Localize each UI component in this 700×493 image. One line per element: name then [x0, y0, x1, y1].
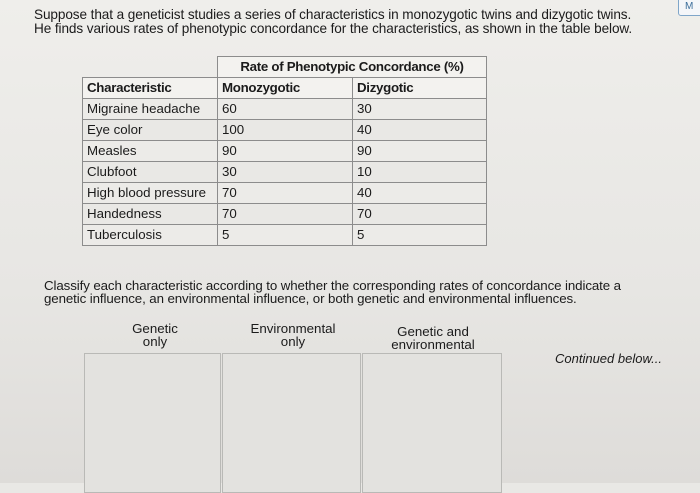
- table-row: [83, 183, 487, 204]
- column-header-dizygotic: Dizygotic: [353, 78, 487, 99]
- table-group-header: Rate of Phenotypic Concordance (%): [218, 57, 487, 78]
- bin-label-line-2: only: [142, 334, 168, 349]
- bin-label-line-2: only: [280, 334, 306, 349]
- cell-characteristic: Migraine headache: [83, 99, 218, 120]
- cell-monozygotic: 70: [218, 204, 353, 225]
- classify-line-1: Classify each characteristic according to whether the corresponding rates of concordance indicate a: [44, 278, 621, 293]
- question-line-2: He finds various rates of phenotypic concordance for the characteristics, as shown in the table below.: [34, 21, 633, 36]
- table-group-header-row: [83, 57, 487, 78]
- cell-dizygotic: 30: [353, 99, 487, 120]
- cell-dizygotic: 90: [353, 141, 487, 162]
- bin-label-genetic-only: [120, 322, 190, 348]
- bin-label-genetic-and-environmental: [383, 325, 483, 351]
- bin-label-environmental-only: [238, 322, 348, 348]
- cell-characteristic: Measles: [83, 141, 218, 162]
- table-empty-header-cell: [83, 57, 218, 78]
- cell-characteristic: Handedness: [83, 204, 218, 225]
- cell-characteristic: Clubfoot: [83, 162, 218, 183]
- question-line-1: Suppose that a geneticist studies a series of characteristics in monozygotic twins and dizygotic twins.: [34, 7, 632, 22]
- bin-label-line-1: Environmental: [250, 321, 336, 336]
- cell-characteristic: Tuberculosis: [83, 225, 218, 246]
- cell-monozygotic: 70: [218, 183, 353, 204]
- table-row: [83, 225, 487, 246]
- table-row: [83, 162, 487, 183]
- cell-monozygotic: 90: [218, 141, 353, 162]
- cell-dizygotic: 5: [353, 225, 487, 246]
- table-row: [83, 120, 487, 141]
- bin-label-line-1: Genetic: [132, 321, 178, 336]
- drop-zone-environmental-only[interactable]: [222, 353, 361, 493]
- drop-zone-genetic-and-environmental[interactable]: [362, 353, 502, 493]
- continued-note: Continued below...: [555, 351, 662, 366]
- classify-instructions: [44, 279, 664, 305]
- cell-characteristic: Eye color: [83, 120, 218, 141]
- cell-characteristic: High blood pressure: [83, 183, 218, 204]
- cell-dizygotic: 10: [353, 162, 487, 183]
- classify-line-2: genetic influence, an environmental influence, or both genetic and environmental influences.: [44, 291, 577, 306]
- concordance-table: [82, 56, 487, 246]
- cell-dizygotic: 40: [353, 120, 487, 141]
- question-text: [34, 8, 674, 36]
- column-header-monozygotic: Monozygotic: [218, 78, 353, 99]
- table-column-header-row: [83, 78, 487, 99]
- table-row: [83, 141, 487, 162]
- table-row: [83, 99, 487, 120]
- cell-monozygotic: 5: [218, 225, 353, 246]
- cell-monozygotic: 30: [218, 162, 353, 183]
- cell-monozygotic: 100: [218, 120, 353, 141]
- cell-dizygotic: 40: [353, 183, 487, 204]
- cell-monozygotic: 60: [218, 99, 353, 120]
- bin-label-line-1: Genetic and: [397, 324, 469, 339]
- table-row: [83, 204, 487, 225]
- corner-button[interactable]: M: [678, 0, 700, 16]
- cell-dizygotic: 70: [353, 204, 487, 225]
- drop-zone-genetic-only[interactable]: [84, 353, 221, 493]
- column-header-characteristic: Characteristic: [83, 78, 218, 99]
- bin-label-line-2: environmental: [391, 337, 475, 352]
